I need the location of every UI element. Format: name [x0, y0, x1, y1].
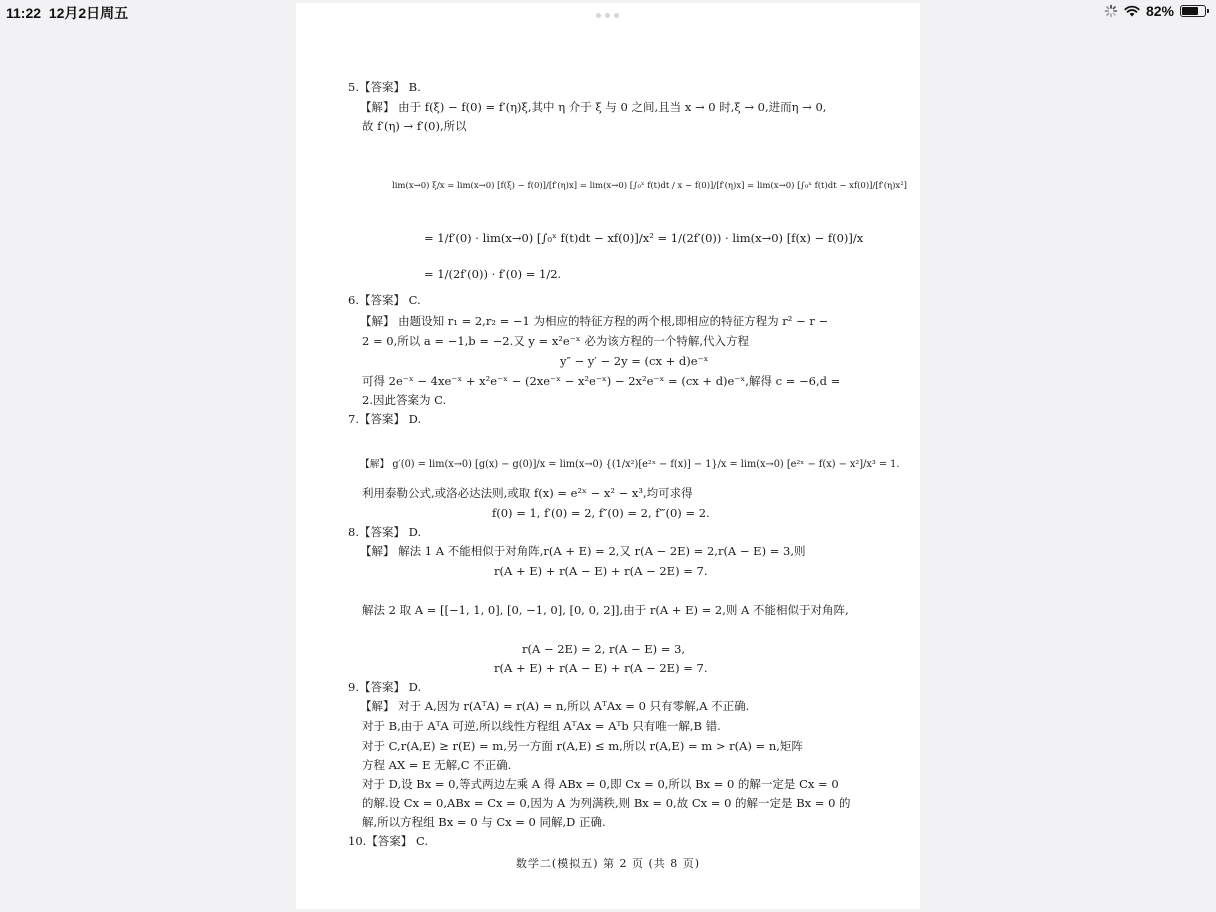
loading-spinner-icon: [1104, 4, 1118, 18]
solution-9-line-2: 对于 B,由于 AᵀA 可逆,所以线性方程组 AᵀAx = Aᵀb 只有唯一解,B 错.: [362, 719, 721, 733]
solution-9-line-1: 【解】 对于 A,因为 r(AᵀA) = r(A) = n,所以 AᵀAx = 0 只有零解,A 不正确.: [360, 699, 750, 713]
equation-5-3: = 1/(2f′(0)) · f′(0) = 1/2.: [424, 267, 562, 281]
solution-6-line-2: 2 = 0,所以 a = −1,b = −2.又 y = x²e⁻ˣ 必为该方程的一个特解,代入方程: [362, 334, 749, 348]
page-footer: 数学二(模拟五) 第 2 页 (共 8 页): [515, 857, 701, 870]
equation-8-3: r(A + E) + r(A − E) + r(A − 2E) = 7.: [494, 661, 708, 675]
battery-percent: 82%: [1145, 3, 1174, 19]
solution-9-line-6: 的解.设 Cx = 0,ABx = Cx = 0,因为 A 为列满秩,则 Bx = 0,故 Cx = 0 的解一定是 Bx = 0 的: [362, 796, 851, 810]
solution-8-line-1: 【解】 解法 1 A 不能相似于对角阵,r(A + E) = 2,又 r(A − 2E) = 2,r(A − E) = 3,则: [360, 544, 806, 558]
solution-8-method-2: 解法 2 取 A = [[−1, 1, 0], [0, −1, 0], [0, 0, 2]],由于 r(A + E) = 2,则 A 不能相似于对角阵,: [362, 603, 849, 617]
answer-7: 7.【答案】 D.: [348, 412, 422, 426]
answer-9: 9.【答案】 D.: [348, 680, 422, 694]
equation-8-2: r(A − 2E) = 2, r(A − E) = 3,: [522, 642, 686, 656]
solution-6-line-3: 可得 2e⁻ˣ − 4xe⁻ˣ + x²e⁻ˣ − (2xe⁻ˣ − x²e⁻ˣ) − 2x²e⁻ˣ = (cx + d)e⁻ˣ,解得 c = −6,d =: [362, 374, 841, 388]
solution-5-line-2: 故 f′(η) → f′(0),所以: [362, 119, 467, 133]
equation-8-1: r(A + E) + r(A − E) + r(A − 2E) = 7.: [494, 564, 708, 578]
equation-7: 【解】 g′(0) = lim(x→0) [g(x) − g(0)]/x = lim(x→0) {(1/x²)[e²ˣ − f(x)] − 1}/x = lim(x→0) [e²ˣ − f(x) − x²]/x³ = 1.: [360, 459, 900, 470]
solution-9-line-7: 解,所以方程组 Bx = 0 与 Cx = 0 同解,D 正确.: [362, 815, 606, 829]
solution-9-line-3: 对于 C,r(A,E) ≥ r(E) = m,另一方面 r(A,E) ≤ m,所以 r(A,E) = m > r(A) = n,矩阵: [362, 739, 803, 753]
status-time-date: [6, 3, 128, 23]
solution-7-line-1: 利用泰勒公式,或洛必达法则,或取 f(x) = e²ˣ − x² − x³,均可求得: [362, 486, 693, 500]
solution-9-line-4: 方程 AX = E 无解,C 不正确.: [362, 758, 512, 772]
answer-5: 5.【答案】 B.: [348, 80, 421, 94]
answer-10: 10.【答案】 C.: [348, 834, 428, 848]
status-time: 11:22: [6, 5, 42, 21]
equation-5-2: = 1/f′(0) · lim(x→0) [∫₀ˣ f(t)dt − xf(0)]/x² = 1/(2f′(0)) · lim(x→0) [f(x) − f(0)]/x: [424, 231, 864, 245]
solution-9-line-5: 对于 D,设 Bx = 0,等式两边左乘 A 得 ABx = 0,即 Cx = 0,所以 Bx = 0 的解一定是 Cx = 0: [362, 777, 839, 791]
page-grabber-icon[interactable]: [596, 13, 619, 18]
status-date: 12月2日周五: [48, 5, 129, 21]
document-page[interactable]: [296, 3, 920, 909]
equation-7-values: f(0) = 1, f′(0) = 2, f″(0) = 2, f‴(0) = 2.: [492, 506, 710, 520]
answer-8: 8.【答案】 D.: [348, 525, 422, 539]
wifi-icon: [1124, 5, 1140, 17]
battery-fill: [1182, 7, 1198, 15]
answer-6: 6.【答案】 C.: [348, 293, 421, 307]
battery-icon: [1180, 5, 1206, 17]
solution-6-line-1: 【解】 由题设知 r₁ = 2,r₂ = −1 为相应的特征方程的两个根,即相应的特征方程为 r² − r −: [360, 314, 829, 328]
equation-6: y″ − y′ − 2y = (cx + d)e⁻ˣ: [560, 354, 709, 368]
equation-5-1: lim(x→0) ξ/x = lim(x→0) [f(ξ) − f(0)]/[f′(η)x] = lim(x→0) [∫₀ˣ f(t)dt / x − f(0)]/[f′(η)x] = lim(x→0) [∫₀ˣ f(t)dt − xf(0)]/[f′(η)x²]: [392, 181, 907, 191]
status-indicators: [1104, 3, 1206, 19]
solution-5-line-1: 【解】 由于 f(ξ) − f(0) = f′(η)ξ,其中 η 介于 ξ 与 0 之间,且当 x → 0 时,ξ → 0,进而η → 0,: [360, 100, 827, 114]
solution-6-line-4: 2.因此答案为 C.: [362, 393, 447, 407]
